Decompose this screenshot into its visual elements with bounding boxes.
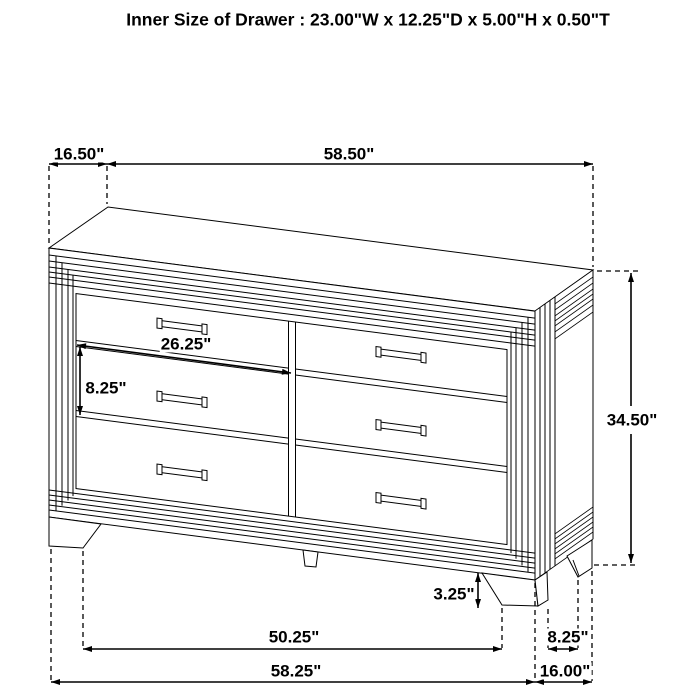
dim-label-front-legs-span: 50.25" <box>268 627 320 647</box>
right-side-face <box>535 270 593 580</box>
diagram-title: Inner Size of Drawer : 23.00"W x 12.25"D x 5.00"H x 0.50"T <box>126 9 610 30</box>
dim-label-bottom-depth: 16.00" <box>539 661 591 681</box>
dim-label-leg-height: 3.25" <box>433 584 475 604</box>
dim-label-top-depth: 16.50" <box>53 144 105 164</box>
dim-label-bottom-width: 58.25" <box>270 661 322 681</box>
dim-label-drawer-height: 8.25" <box>85 378 127 398</box>
dim-label-rear-leg-offset: 8.25" <box>547 627 589 647</box>
dim-label-top-width: 58.50" <box>323 144 375 164</box>
center-leg <box>303 550 318 567</box>
dim-label-overall-height: 34.50" <box>606 410 658 430</box>
dim-label-drawer-width: 26.25" <box>160 334 212 354</box>
dresser-body <box>49 207 593 606</box>
